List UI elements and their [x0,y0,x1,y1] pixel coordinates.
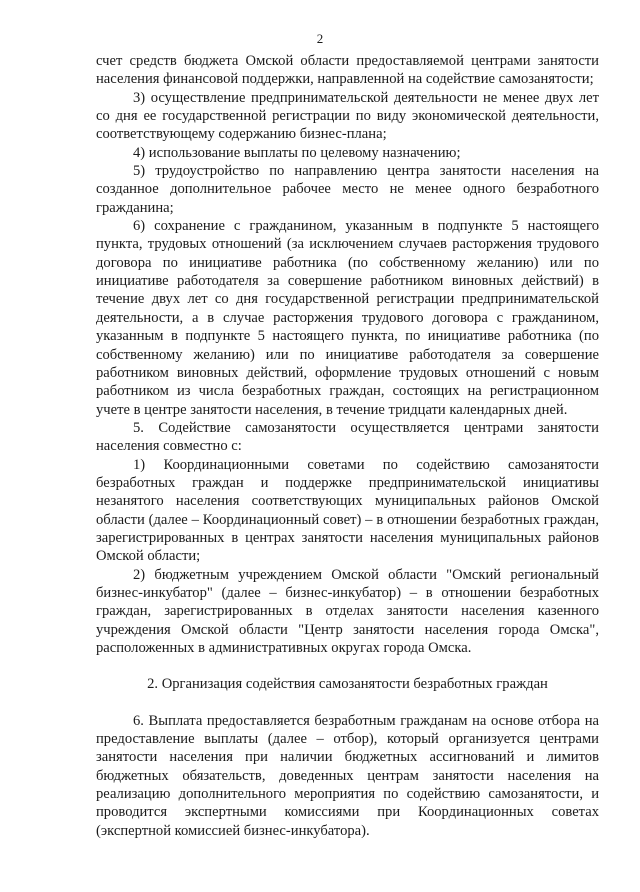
section-heading: 2. Организация содействия самозанятости безработных граждан [147,676,548,693]
clause-5: 5. Содействие самозанятости осуществляется центрами занятости населения совместно с: [96,419,599,455]
paragraph-continuation: счет средств бюджета Омской области предоставляемой центрами занятости населения финансовой поддержки, направленной на содействие самозанятости; [96,53,599,88]
list-item-5: 5) трудоустройство по направлению центра занятости населения на созданное дополнительное рабочее место не менее одного безработного гражданина; [96,163,599,216]
clause-5-item-1: 1) Координационными советами по содействию самозанятости безработных граждан и поддержке предпринимательской инициативы незанятого населения соответствующих муниципальных районов Омской области (далее – Координационный совет) – в отношении безработных граждан, зарегистрированных в центрах занятости населения муниципальных районов Омской области; [96,456,599,565]
clause-6: 6. Выплата предоставляется безработным гражданам на основе отбора на предоставление выплаты (далее – отбор), который организуется центрами занятости населения при наличии бюджетных ассигнований и лимитов бюджетных обязательств, доведенных центрам занятости населения на реализацию дополнительного мероприятия по содействию самозанятости, и проводится экспертными комиссиями при Координационных советах (экспертной комиссией бизнес-инкубатора). [96,712,599,839]
list-item-4: 4) использование выплаты по целевому назначению; [133,144,461,161]
document-body [96,52,599,840]
page-number: 2 [316,31,324,46]
list-item-3: 3) осуществление предпринимательской деятельности не менее двух лет со дня ее государственной регистрации по виду экономической деятельности, соответствующему содержанию бизнес-плана; [96,89,599,143]
list-item-6: 6) сохранение с гражданином, указанным в подпункте 5 настоящего пункта, трудовых отношений (за исключением случаев расторжения трудового договора по инициативе работника (по собственному желанию) или по инициативе работодателя за совершение работником виновных действий) в течение двух лет со дня государственной регистрации предпринимательской деятельности, а в случае расторжения трудового договора с гражданином, указанным в подпункте 5 настоящего пункта, по инициативе работника (по собственному желанию) или по инициативе работодателя за совершение работником виновных действий, оформление трудовых отношений с новым работником из числа безработных граждан, состоящих на регистрационном учете в центре занятости населения, в течение тридцати календарных дней. [96,218,599,418]
clause-5-item-2: 2) бюджетным учреждением Омской области "Омский региональный бизнес-инкубатор" (далее – бизнес-инкубатор) – в отношении безработных граждан, зарегистрированных в отделах занятости населения казенного учреждения Омской области "Центр занятости населения города Омска", расположенных в административных округах города Омска. [96,566,599,656]
